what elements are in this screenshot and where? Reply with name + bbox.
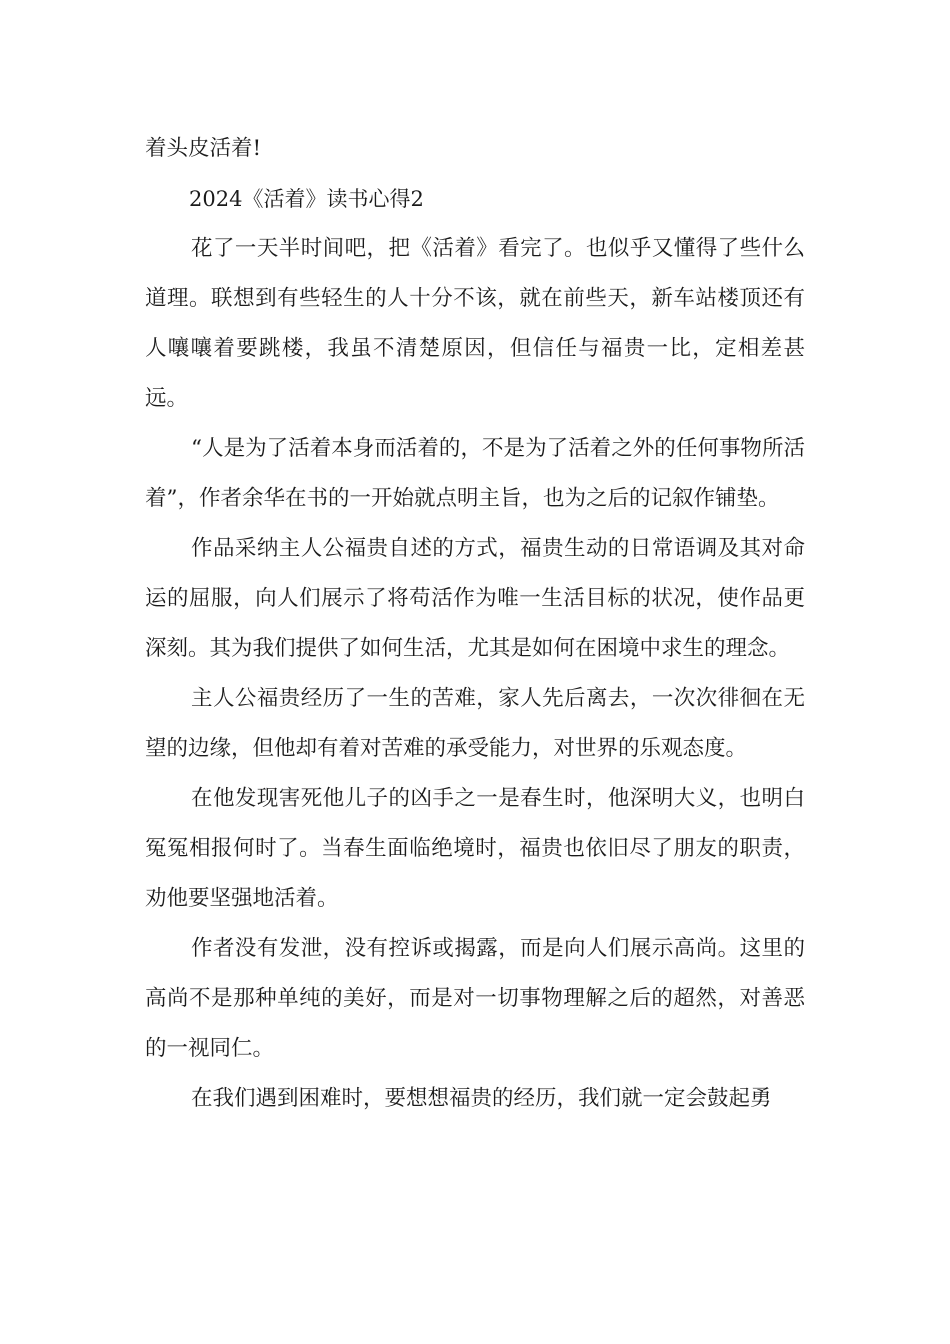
paragraph: 主人公福贵经历了一生的苦难，家人先后离去，一次次徘徊在无望的边缘，但他却有着对苦难的承受能力，对世界的乐观态度。 — [145, 686, 805, 761]
paragraph: “人是为了活着本身而活着的，不是为了活着之外的任何事物所活着”，作者余华在书的一开始就点明主旨，也为之后的记叙作铺垫。 — [145, 436, 805, 511]
continuation-text: 着头皮活着! — [145, 136, 262, 161]
paragraph: 花了一天半时间吧，把《活着》看完了。也似乎又懂得了些什么道理。联想到有些轻生的人十分不该，就在前些天，新车站楼顶还有人嚷嚷着要跳楼，我虽不清楚原因，但信任与福贵一比，定相差甚远。 — [145, 236, 805, 411]
paragraph: 作者没有发泄，没有控诉或揭露，而是向人们展示高尚。这里的高尚不是那种单纯的美好，而是对一切事物理解之后的超然，对善恶的一视同仁。 — [145, 936, 805, 1061]
paragraph: 在我们遇到困难时，要想想福贵的经历，我们就一定会鼓起勇 — [191, 1086, 772, 1111]
section-heading: 2024《活着》读书心得2 — [189, 187, 424, 211]
paragraph: 在他发现害死他儿子的凶手之一是春生时，他深明大义，也明白冤冤相报何时了。当春生面临绝境时，福贵也依旧尽了朋友的职责，劝他要坚强地活着。 — [145, 786, 805, 911]
paragraph: 作品采纳主人公福贵自述的方式，福贵生动的日常语调及其对命运的屈服，向人们展示了将苟活作为唯一生活目标的状况，使作品更深刻。其为我们提供了如何生活，尤其是如何在困境中求生的理念。 — [145, 536, 805, 661]
document-page — [145, 124, 805, 1124]
